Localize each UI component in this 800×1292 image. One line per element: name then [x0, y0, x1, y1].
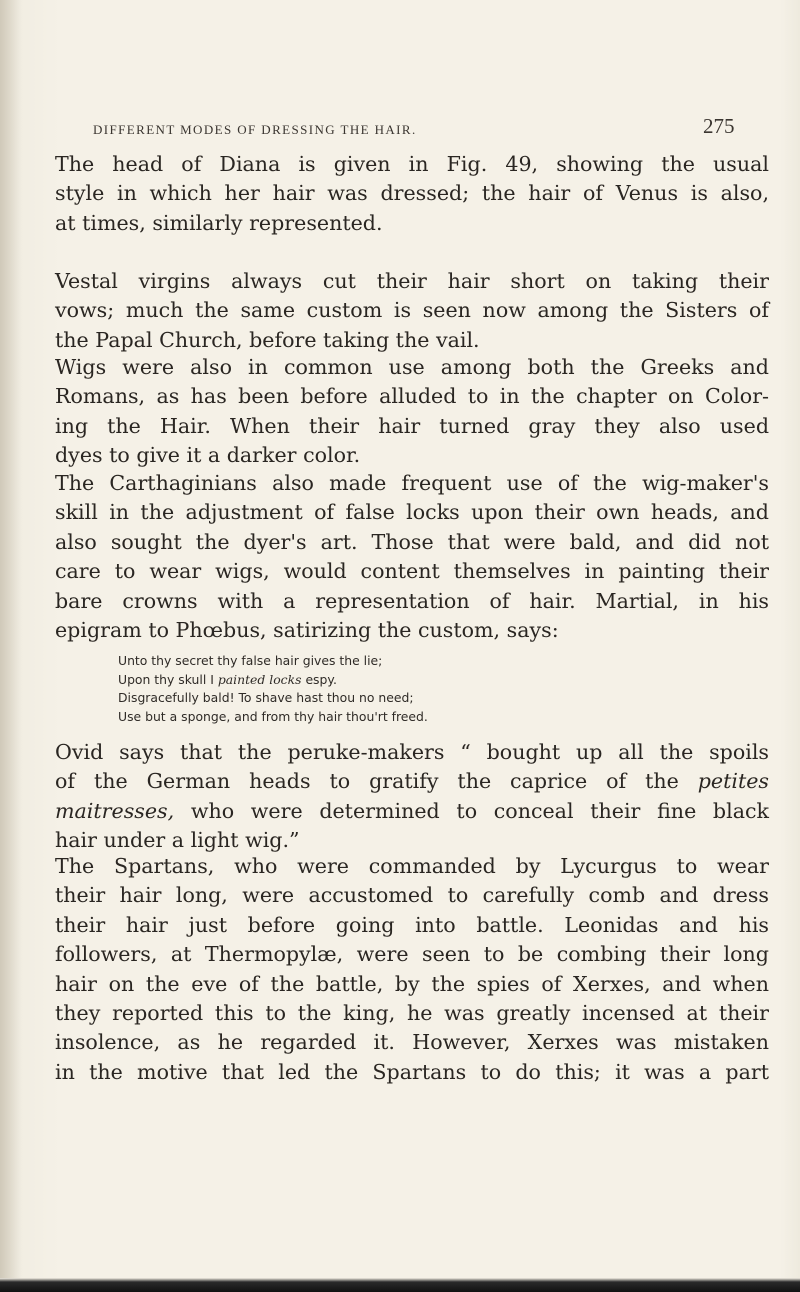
text-line: bare crowns with a representation of hair. Martial, in his — [55, 588, 769, 613]
text-line: in the motive that led the Spartans to do this; it was a part — [55, 1059, 769, 1084]
paragraph-wigs — [55, 353, 769, 471]
text-line: care to wear wigs, would content themselves in painting their — [55, 559, 769, 584]
verse-line — [118, 671, 428, 690]
verse-emphasis: painted locks — [217, 671, 302, 687]
verse-line: Unto thy secret thy false hair gives the lie; — [118, 653, 383, 668]
text-line: followers, at Thermopylæ, were seen to be combing their long — [55, 942, 769, 967]
text-line: epigram to Phœbus, satirizing the custom, says: — [55, 618, 559, 643]
text-line: their hair just before going into battle. Leonidas and his — [55, 912, 769, 937]
text-line — [55, 767, 769, 796]
text-line: vows; much the same custom is seen now among the Sisters of — [55, 298, 769, 323]
text-segment: of the German heads to gratify the caprice of the — [55, 769, 698, 794]
text-line: hair under a light wig.” — [55, 828, 300, 853]
text-line: ing the Hair. When their hair turned gray they also used — [55, 413, 769, 438]
verse-text: Upon thy skull I — [118, 671, 218, 687]
text-emphasis: petites — [697, 769, 769, 794]
epigram-verse — [118, 652, 428, 726]
text-line: also sought the dyer's art. Those that were bald, and did not — [55, 529, 769, 554]
text-line: insolence, as he regarded it. However, Xerxes was mistaken — [55, 1030, 769, 1055]
spine-shadow — [0, 0, 22, 1292]
running-head: DIFFERENT MODES OF DRESSING THE HAIR. — [93, 122, 417, 137]
text-line: Wigs were also in common use among both the Greeks and — [55, 355, 769, 379]
paragraph-diana — [55, 150, 769, 238]
text-line: the Papal Church, before taking the vail. — [55, 327, 480, 352]
text-line: The Spartans, who were commanded by Lycurgus to wear — [55, 854, 769, 878]
text-line: skill in the adjustment of false locks upon their own heads, and — [55, 500, 769, 525]
text-line: they reported this to the king, he was greatly incensed at their — [55, 1001, 769, 1026]
verse-line: Disgracefully bald! To shave hast thou no need; — [118, 690, 414, 706]
text-line — [55, 797, 769, 826]
paragraph-spartans — [55, 852, 769, 1087]
paragraph-ovid — [55, 738, 769, 856]
text-line: Ovid says that the peruke-makers “ bought up all the spoils — [55, 740, 769, 764]
paragraph-carthaginians — [55, 469, 769, 645]
text-line: Romans, as has been before alluded to in the chapter on Color- — [55, 384, 769, 409]
page-number: 275 — [703, 114, 735, 138]
text-line: their hair long, were accustomed to carefully comb and dress — [55, 883, 769, 908]
verse-text: espy. — [301, 671, 337, 687]
text-line: Vestal virgins always cut their hair short on taking their — [55, 269, 769, 293]
text-line: dyes to give it a darker color. — [55, 443, 361, 468]
scan-bottom-edge — [0, 1278, 800, 1292]
text-line: style in which her hair was dressed; the hair of Venus is also, — [55, 181, 769, 206]
paragraph-vestal — [55, 267, 769, 355]
text-line: The head of Diana is given in Fig. 49, showing the usual — [55, 152, 769, 176]
text-emphasis: maitresses, — [55, 798, 175, 823]
text-line: at times, similarly represented. — [55, 210, 383, 235]
text-segment: who were determined to conceal their fine black — [174, 798, 769, 823]
verse-line: Use but a sponge, and from thy hair thou'rt freed. — [118, 708, 428, 724]
text-line: hair on the eve of the battle, by the spies of Xerxes, and when — [55, 971, 769, 996]
text-line: The Carthaginians also made frequent use of the wig-maker's — [55, 471, 769, 495]
